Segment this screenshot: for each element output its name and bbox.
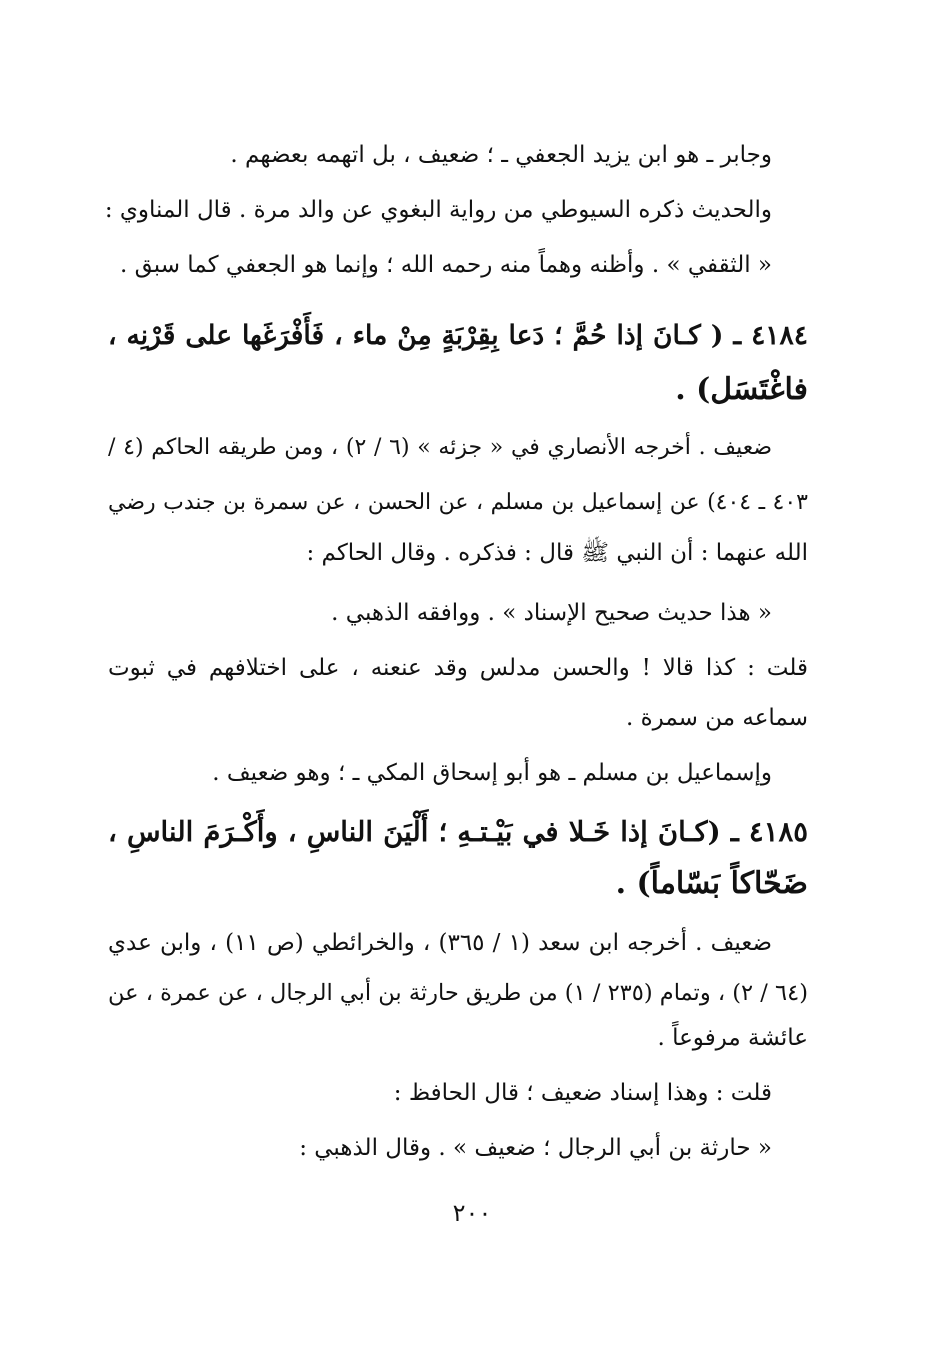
text-line: ٤٠٣ ـ ٤٠٤) عن إسماعيل بن مسلم ، عن الحسن ، عن سمرة بن جندب رضي (108, 490, 808, 515)
text-line: وجابر ـ هو ابن يزيد الجعفي ـ ؛ ضعيف ، بل اتهمه بعضهم . (230, 142, 772, 168)
text-line: والحديث ذكره السيوطي من رواية البغوي عن والد مرة . قال المناوي : (104, 197, 772, 223)
text-line: « حارثة بن أبي الرجال ؛ ضعيف » . وقال الذهبي : (299, 1135, 772, 1161)
text-line: سماعه من سمرة . (625, 705, 808, 731)
hadith-text: ضَحّاكاً بَسّاماً) . (615, 866, 808, 901)
text-line: عائشة مرفوعاً . (657, 1025, 808, 1051)
text-line: « هذا حديث صحيح الإسناد » . ووافقه الذهبي . (331, 600, 772, 626)
text-line: ضعيف . أخرجه الأنصاري في « جزئه » (٦ / ٢) ، ومن طريقه الحاكم (٤ / (108, 435, 773, 460)
text-line: الله عنهما : أن النبي ﷺ قال : فذكره . وقال الحاكم : (306, 540, 808, 566)
text-line: قلت : وهذا إسناد ضعيف ؛ قال الحافظ : (393, 1080, 772, 1106)
text-line: (٦٤ / ٢) ، وتمام (٢٣٥ / ١) من طريق حارثة بن أبي الرجال ، عن عمرة ، عن (108, 980, 808, 1006)
text-line: ضعيف . أخرجه ابن سعد (١ / ٣٦٥) ، والخرائطي (ص ١١) ، وابن عدي (108, 930, 772, 956)
page-number: ٢٠٠ (452, 1199, 492, 1227)
hadith-text: فاغْتَسَل) . (675, 372, 808, 407)
hadith-text: ٤١٨٥ ـ (كـانَ إذا خَـلا في بَيْـتـهِ ؛ أَلْيَنَ الناسِ ، وأَكْـرَمَ الناسِ ، (108, 816, 808, 848)
text-line: قلت : كذا قالا ! والحسن مدلس وقد عنعنه ، على اختلافهم في ثبوت (108, 655, 808, 681)
text-line: وإسماعيل بن مسلم ـ هو أبو إسحاق المكي ـ ؛ وهو ضعيف . (212, 760, 772, 786)
text-line: « الثقفي » . وأظنه وهماً منه رحمه الله ؛ وإنما هو الجعفي كما سبق . (119, 252, 772, 278)
hadith-text: ٤١٨٤ ـ ( كـانَ إذا حُمَّ ؛ دَعا بِقِرْبَةٍ مِنْ ماء ، فَأَفْرَغَها على قَرْنِه ، (108, 320, 808, 351)
